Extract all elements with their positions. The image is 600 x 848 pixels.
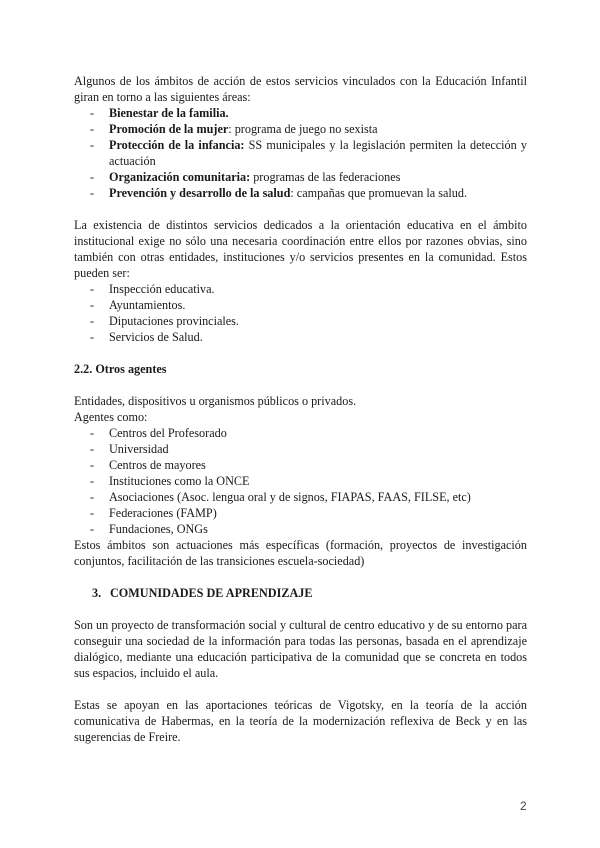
- list-item: [74, 329, 527, 345]
- list-item: [74, 121, 527, 137]
- list-item-text: Fundaciones, ONGs: [109, 522, 208, 536]
- list-item: [74, 313, 527, 329]
- bullet-dash: -: [90, 138, 95, 152]
- entities-list: [74, 281, 527, 345]
- areas-list: [74, 105, 527, 201]
- area-text: SS municipales y la legislación permiten la detección y actuación: [109, 138, 528, 168]
- bullet-dash: -: [90, 522, 95, 536]
- area-title: Bienestar de la familia.: [109, 106, 229, 120]
- area-title: Promoción de la mujer: [109, 122, 229, 136]
- list-item-text: Instituciones como la ONCE: [109, 474, 250, 488]
- specific-paragraph: Estos ámbitos son actuaciones más específicas (formación, proyectos de investigación conjuntos, facilitación de las transiciones escuela-sociedad): [74, 538, 527, 568]
- area-text: : programa de juego no sexista: [228, 122, 378, 136]
- list-item: [74, 457, 527, 473]
- list-item-text: Diputaciones provinciales.: [109, 314, 239, 328]
- list-item-text: Inspección educativa.: [109, 282, 215, 296]
- area-text: programas de las federaciones: [250, 170, 401, 184]
- list-item: [74, 281, 527, 297]
- list-item: [74, 169, 527, 185]
- bullet-dash: -: [90, 298, 95, 312]
- list-item: [74, 441, 527, 457]
- bullet-dash: -: [90, 314, 95, 328]
- section-heading-3: [74, 585, 527, 601]
- list-item-text: Asociaciones (Asoc. lengua oral y de signos, FIAPAS, FAAS, FILSE, etc): [109, 490, 471, 504]
- area-text: : campañas que promuevan la salud.: [290, 186, 468, 200]
- bullet-dash: -: [90, 186, 95, 200]
- list-item-text: Federaciones (FAMP): [109, 506, 217, 520]
- page-number: 2: [520, 799, 527, 813]
- list-item: [74, 105, 527, 121]
- bullet-dash: -: [90, 442, 95, 456]
- area-title: Protección de la infancia:: [109, 138, 245, 152]
- list-item: [74, 185, 527, 201]
- area-title: Prevención y desarrollo de la salud: [109, 186, 291, 200]
- document-page: [74, 73, 527, 745]
- bullet-dash: -: [90, 282, 95, 296]
- list-item: [74, 297, 527, 313]
- area-title: Organización comunitaria:: [109, 170, 251, 184]
- support-paragraph: Estas se apoyan en las aportaciones teóricas de Vigotsky, en la teoría de la acción comunicativa de Habermas, en la teoría de la modernización reflexiva de Beck y en las sugerencias de Freire.: [74, 698, 527, 744]
- agents-intro-line: Agentes como:: [74, 410, 148, 424]
- section-heading-2-2: 2.2. Otros agentes: [74, 362, 167, 376]
- agents-list: [74, 425, 527, 537]
- bullet-dash: -: [90, 122, 95, 136]
- bullet-dash: -: [90, 506, 95, 520]
- bullet-dash: -: [90, 330, 95, 344]
- list-item-text: Servicios de Salud.: [109, 330, 203, 344]
- project-paragraph: Son un proyecto de transformación social y cultural de centro educativo y de su entorno para conseguir una sociedad de la información para todas las personas, basada en el aprendizaje dialógico, mediante una educación participativa de la comunidad que se concreta en todos sus espacios, incluido el aula.: [74, 618, 527, 680]
- list-item: [74, 137, 527, 169]
- agents-intro-line: Entidades, dispositivos u organismos públicos o privados.: [74, 394, 357, 408]
- list-item-text: Ayuntamientos.: [109, 298, 186, 312]
- list-item-text: Centros de mayores: [109, 458, 206, 472]
- list-item: [74, 473, 527, 489]
- bullet-dash: -: [90, 170, 95, 184]
- bullet-dash: -: [90, 106, 95, 120]
- bullet-dash: -: [90, 490, 95, 504]
- list-item-text: Centros del Profesorado: [109, 426, 227, 440]
- list-item-text: Universidad: [109, 442, 169, 456]
- bullet-dash: -: [90, 458, 95, 472]
- list-item: [74, 425, 527, 441]
- intro-paragraph: Algunos de los ámbitos de acción de estos servicios vinculados con la Educación Infantil giran en torno a las siguientes áreas:: [74, 74, 527, 104]
- bullet-dash: -: [90, 474, 95, 488]
- list-item: [74, 505, 527, 521]
- list-item: [74, 521, 527, 537]
- list-item: [74, 489, 527, 505]
- section-title: COMUNIDADES DE APRENDIZAJE: [110, 586, 313, 600]
- section-number: 3.: [92, 586, 102, 600]
- coordination-paragraph: La existencia de distintos servicios dedicados a la orientación educativa en el ámbito institucional exige no sólo una necesaria coordinación entre ellos por razones obvias, sino también con otras entidades, instituciones y/o servicios presentes en la comunidad. Estos pueden ser:: [74, 218, 527, 280]
- bullet-dash: -: [90, 426, 95, 440]
